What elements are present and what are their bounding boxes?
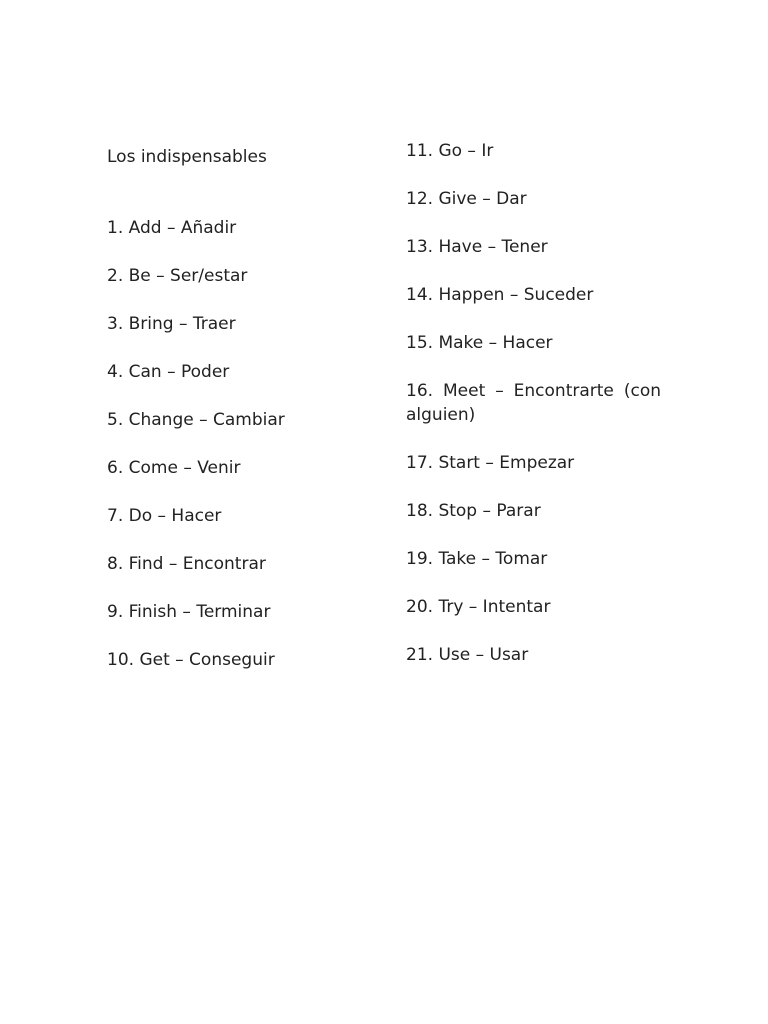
list-item: 1. Add – Añadir [107,218,237,238]
list-item: 5. Change – Cambiar [107,410,285,430]
list-item: 18. Stop – Parar [406,501,541,521]
list-item: 3. Bring – Traer [107,314,236,334]
list-item: 11. Go – Ir [406,141,494,161]
list-item: 6. Come – Venir [107,458,241,478]
list-item: 16. Meet – Encontrarte (con alguien) [406,381,661,425]
list-item: 7. Do – Hacer [107,506,222,526]
list-item: 20. Try – Intentar [406,597,551,617]
list-item: 10. Get – Conseguir [107,650,275,670]
list-item: 15. Make – Hacer [406,333,553,353]
list-item: 19. Take – Tomar [406,549,548,569]
right-column [406,139,661,691]
list-item: 9. Finish – Terminar [107,602,271,622]
list-item: 8. Find – Encontrar [107,554,266,574]
verb-list-left [107,216,367,672]
list-item: 14. Happen – Suceder [406,285,594,305]
list-item: 2. Be – Ser/estar [107,266,248,286]
list-item: 17. Start – Empezar [406,453,575,473]
list-item: 4. Can – Poder [107,362,230,382]
list-item: 12. Give – Dar [406,189,527,209]
document-title: Los indispensables [107,147,267,167]
list-item: 21. Use – Usar [406,645,529,665]
verb-list-right [406,139,661,667]
list-item: 13. Have – Tener [406,237,548,257]
left-column [107,145,367,672]
